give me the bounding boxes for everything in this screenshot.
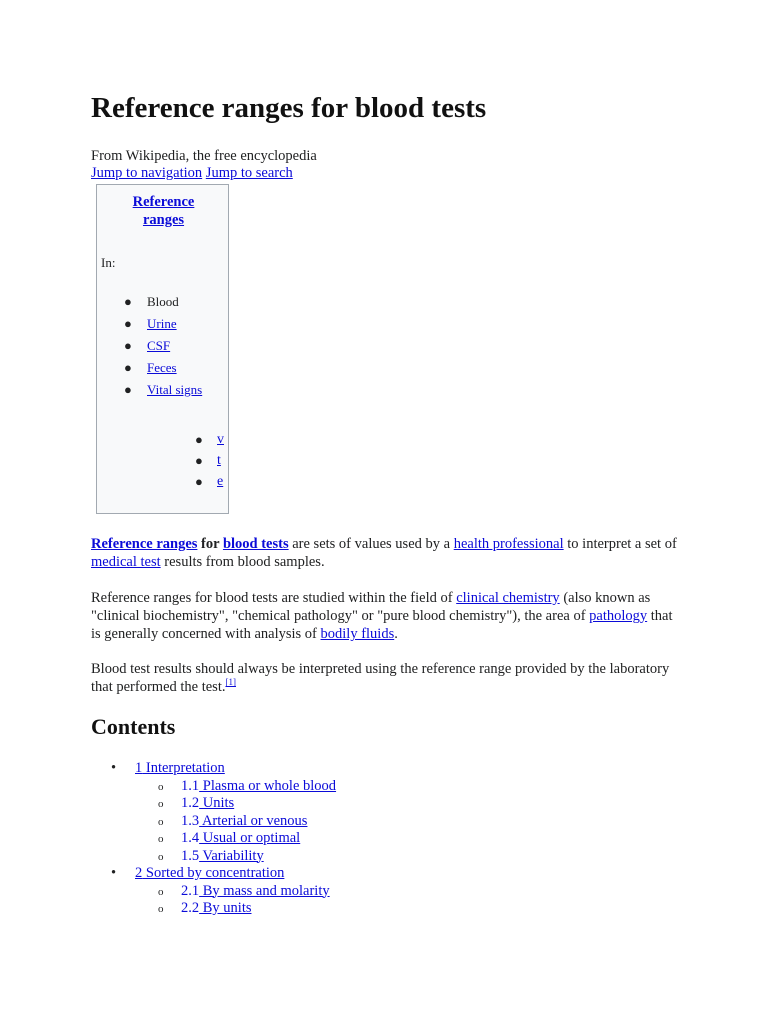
text-span: for — [197, 536, 223, 552]
toc-number: 1.5 — [181, 847, 200, 864]
toc-link[interactable]: Arterial or venous — [199, 812, 308, 829]
toc-link[interactable]: Variability — [199, 847, 264, 864]
bullet-icon: • — [111, 865, 117, 881]
circle-bullet-icon: o — [158, 780, 164, 793]
navbox-item-blood — [97, 293, 202, 315]
jump-to-navigation-link[interactable]: Jump to navigation — [91, 165, 203, 181]
circle-bullet-icon: o — [158, 885, 164, 898]
circle-bullet-icon: o — [158, 903, 164, 915]
toc-item-2-2[interactable] — [135, 900, 336, 918]
text-span: are sets of values used by a — [288, 536, 454, 552]
bullet-icon: ● — [195, 474, 203, 489]
clinical-chemistry-link[interactable]: clinical chemistry — [456, 590, 560, 606]
toc-link[interactable]: By units — [199, 900, 252, 916]
field-paragraph — [91, 589, 681, 643]
jump-links — [91, 165, 293, 182]
bodily-fluids-link[interactable]: bodily fluids — [320, 626, 395, 642]
toc-number: 1.2 — [181, 795, 200, 811]
text-span: Blood test results should always be interpreted using the reference range provided by the laboratory that performed the test. — [91, 661, 670, 695]
reference-ranges-link[interactable]: Reference ranges — [91, 536, 198, 552]
vte-edit-link[interactable]: e — [217, 474, 224, 489]
text-span: results from blood samples. — [160, 554, 325, 570]
navbox-in-label: In: — [101, 255, 116, 270]
toc-number: 1.4 — [181, 830, 200, 846]
toc-item-1-4[interactable] — [135, 830, 336, 848]
toc-item-2-1[interactable] — [135, 883, 336, 901]
navbox-title-link-line2[interactable]: ranges — [142, 212, 185, 228]
intro-paragraph — [91, 535, 681, 571]
vte-talk[interactable] — [193, 452, 224, 473]
navbox-title — [97, 193, 230, 229]
circle-bullet-icon: o — [158, 798, 164, 810]
bullet-icon: ● — [124, 316, 132, 331]
toc-number: 2.1 — [181, 882, 200, 899]
toc-link[interactable]: Plasma or whole blood — [199, 777, 337, 794]
bullet-icon: • — [111, 760, 117, 776]
navbox-item-link[interactable]: CSF — [147, 338, 171, 353]
bullet-icon: ● — [124, 294, 132, 309]
table-of-contents — [91, 760, 336, 918]
text-span: . — [394, 626, 398, 642]
blood-tests-link[interactable]: blood tests — [222, 536, 289, 552]
navbox-item-link[interactable]: Urine — [147, 316, 177, 331]
pathology-link[interactable]: pathology — [589, 608, 648, 624]
navbox-item-urine[interactable] — [97, 315, 202, 337]
reference-ranges-navbox — [96, 184, 229, 514]
navbox-item-csf[interactable] — [97, 337, 202, 359]
navbox-title-link-line1[interactable]: Reference — [132, 194, 195, 210]
navbox-item-vital-signs[interactable] — [97, 381, 202, 403]
toc-number: 1.3 — [181, 812, 200, 829]
vte-talk-link[interactable]: t — [217, 453, 221, 468]
toc-link[interactable]: Usual or optimal — [199, 830, 301, 846]
toc-link[interactable] — [135, 865, 284, 881]
contents-heading: Contents — [91, 714, 176, 739]
toc-item-1[interactable] — [91, 760, 336, 865]
bullet-icon: ● — [124, 338, 132, 353]
text-span: to interpret a set of — [563, 536, 677, 552]
page-title: Reference ranges for blood tests — [91, 92, 487, 124]
circle-bullet-icon: o — [158, 850, 164, 863]
toc-item-1-1[interactable] — [135, 778, 336, 796]
bullet-icon: ● — [195, 453, 203, 468]
toc-label: Sorted by concentration — [142, 865, 285, 881]
vte-edit[interactable] — [193, 473, 224, 494]
toc-sublist — [135, 883, 336, 918]
medical-test-link[interactable]: medical test — [91, 554, 161, 570]
circle-bullet-icon: o — [158, 815, 164, 828]
bullet-icon: ● — [195, 432, 203, 447]
bullet-icon: ● — [124, 382, 132, 397]
toc-number: 1 — [135, 760, 143, 776]
navbox-item-label: Blood — [147, 294, 179, 309]
tagline: From Wikipedia, the free encyclopedia — [91, 148, 317, 164]
circle-bullet-icon: o — [158, 833, 164, 845]
health-professional-link[interactable]: health professional — [453, 536, 564, 552]
interpretation-paragraph — [91, 660, 681, 696]
jump-to-search-link[interactable]: Jump to search — [205, 165, 293, 181]
toc-number: 1.1 — [181, 777, 200, 794]
toc-link[interactable]: By mass and molarity — [199, 882, 330, 899]
vte-view[interactable] — [193, 431, 224, 452]
reference-1-link[interactable]: [1] — [225, 677, 236, 688]
text-span: (also known as "clinical biochemistry", "chemical pathology" or "pure blood chemistry"), the area of — [91, 590, 651, 624]
toc-number: 2.2 — [181, 900, 200, 916]
text-span: that is generally concerned with analysis of — [91, 608, 673, 642]
navbox-list — [97, 293, 202, 403]
toc-label: Interpretation — [142, 760, 225, 776]
toc-sublist — [135, 778, 336, 866]
navbox-item-feces[interactable] — [97, 359, 202, 381]
vte-view-link[interactable]: v — [217, 432, 224, 447]
toc-item-1-2[interactable] — [135, 795, 336, 813]
vte-links — [193, 431, 224, 494]
toc-number: 2 — [135, 865, 143, 881]
navbox-item-link[interactable]: Vital signs — [147, 382, 203, 397]
toc-link[interactable]: Units — [199, 795, 235, 811]
toc-item-1-5[interactable] — [135, 848, 336, 866]
toc-item-1-3[interactable] — [135, 813, 336, 831]
text-span: Reference ranges for blood tests are studied within the field of — [91, 590, 457, 606]
toc-item-2[interactable] — [91, 865, 336, 918]
bullet-icon: ● — [124, 360, 132, 375]
navbox-item-link[interactable]: Feces — [147, 360, 177, 375]
toc-link[interactable] — [135, 760, 225, 776]
